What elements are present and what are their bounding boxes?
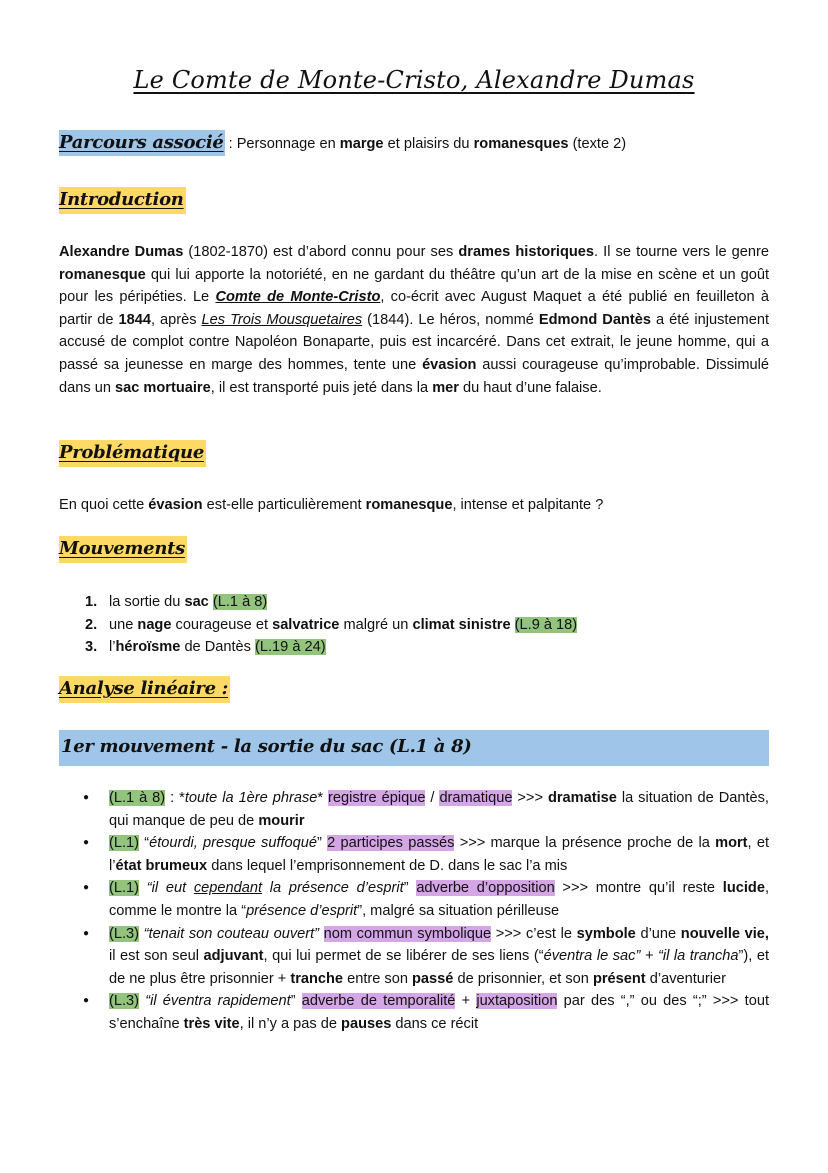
bold-run: climat sinistre [412,616,511,633]
italic-run: “il eut [146,880,194,897]
text-run: ” [290,993,302,1010]
text-run: + [455,993,477,1010]
italic-run: présence d’esprit [246,902,358,919]
introduction-heading: Introduction [59,187,186,214]
text-run: une [109,616,138,633]
list-item [109,787,769,832]
bold-run: passé [412,970,454,987]
list-item [85,591,577,614]
analyse-heading: Analyse linéaire : [59,676,230,703]
bold-run: Edmond Dantès [538,311,651,328]
bold-run: salvatrice [272,616,340,633]
bold-run: 1844 [118,311,151,328]
text-run: >>> c’est le [491,925,577,942]
bold-run: nage [137,616,172,633]
text-run: malgré un [339,616,413,633]
parcours-text-2: et plaisirs du [383,136,474,152]
movement-banner [59,730,769,766]
text-run: dans lequel l’emprisonnement de D. dans le sac l’a mis [207,857,568,874]
figure-of-speech-highlight: 2 participes passés [327,835,455,852]
bold-run: lucide [722,880,765,897]
bold-run: sac [184,594,209,610]
figure-of-speech-highlight: nom commun symbolique [323,925,492,942]
text-run: il est son seul [109,948,204,965]
text-run: “ [139,835,150,852]
text-run: (1802-1870) est d’abord connu pour ses [183,244,459,260]
bold-run: Alexandre Dumas [59,244,184,260]
parcours-bold-1: marge [339,136,384,152]
list-item-text [109,594,267,610]
text-run: par des “,” ou des “;” >>> tout s’enchaîne [109,993,769,1032]
text-run: d’aventurier [645,970,726,987]
line-reference-badge: (L.1) [109,835,140,852]
text-run: entre son [343,970,413,987]
text-run: aussi courageuse qu’improbable. Dissimulé dans un [59,356,769,396]
parcours-line [59,132,769,156]
bold-run: nouvelle vie, [680,925,769,942]
text-run: la situation de Dantès, qui manque de peu de [109,790,769,829]
line-reference-badge: (L.1 à 8) [212,594,268,610]
italic-run: “tenait son couteau ouvert” [143,925,320,942]
bold-run: romanesque [365,497,453,513]
text-run: , intense et palpitante ? [452,497,604,513]
list-item [109,832,769,877]
list-item [109,990,769,1035]
text-run: . Il se tourne vers le genre [594,244,769,260]
movement-banner-title: 1er mouvement - la sortie du sac (L.1 à 8) [61,736,472,757]
bold-run: symbole [576,925,636,942]
problematique-heading: Problématique [59,440,206,467]
text-run: du haut d’une falaise. [458,379,602,396]
list-number: 2. [85,616,98,633]
text-run: , il est transporté puis jeté dans la [210,379,433,396]
text-run: l’ [109,639,116,656]
bold-run: pauses [341,1015,392,1032]
parcours-text-1: : Personnage en [224,136,340,152]
text-run: qui lui apporte la notoriété, en ne gardant du théâtre qu’un art de la mise en scène et un goût pour les péripéties. Le [59,266,769,306]
text-run: de prisonnier, et son [453,970,593,987]
italic-underline-run: Les Trois Mousquetaires [201,311,363,328]
bold-run: présent [592,970,646,987]
italic-run: la présence d’esprit [262,880,404,897]
bold-run: tranche [290,970,344,987]
line-reference-badge: (L.9 à 18) [514,616,578,633]
parcours-bold-2: romanesques [473,136,569,152]
figure-of-speech-highlight: adverbe d’opposition [416,880,555,897]
bold-run: mort [715,835,748,852]
text-run: En quoi cette [59,497,149,513]
bold-run: évasion [148,497,203,513]
bold-run: sac mortuaire [115,379,211,396]
italic-run: toute la 1ère phrase [184,790,318,806]
list-number: 1. [85,594,98,610]
text-run: (1844). Le héros, nommé [362,311,539,328]
parcours-label: Parcours associé [59,130,225,156]
text-run: d’une [635,925,681,942]
text-run: >>> montre qu’il reste [554,880,723,897]
line-reference-badge: (L.3) [109,993,140,1010]
text-run: de Dantès [180,639,256,656]
text-run: ” [317,835,328,852]
text-run: , il n’y a pas de [239,1015,342,1032]
bold-run: héroïsme [115,639,181,656]
bold-run: dramatise [547,790,617,806]
list-item [109,923,769,991]
text-run: dans ce récit [391,1015,479,1032]
text-run: ”), et de ne plus être prisonnier + [109,948,769,987]
text-run: / [425,790,440,806]
bold-run: évasion [422,356,477,373]
text-run: , qui lui permet de se libérer de ses liens (“ [263,948,544,965]
parcours-text-3: (texte 2) [568,136,627,152]
bold-run: drames historiques [458,244,595,260]
text-run: : * [165,790,185,806]
text-run: >>> [512,790,548,806]
text-run: , co-écrit avec August Maquet a été publié en feuilleton à partir de [59,289,769,328]
list-item [85,636,577,659]
list-item-text [109,639,326,655]
list-number: 3. [85,639,98,656]
problematique-paragraph [59,494,769,517]
italic-run: “il éventra rapidement [145,993,291,1010]
figure-of-speech-highlight: registre épique [328,790,426,806]
text-run [139,880,147,896]
italic-run: étourdi, presque suffoqué [149,835,318,852]
line-reference-badge: (L.3) [109,925,140,942]
text-run: , après [150,311,202,328]
document-title: Le Comte de Monte-Cristo, Alexandre Dumas [133,66,695,94]
text-run: a été injustement accusé de complot contre Napoléon Bonaparte, puis est incarcéré. Dans cet extrait, le jeune homme, qui a passé sa jeunesse en marge des hommes, tente une [59,311,770,373]
figure-of-speech-highlight: dramatique [439,790,513,806]
text-run: la sortie du [109,594,185,610]
list-item [85,614,578,637]
text-run: * [317,790,328,806]
line-reference-badge: (L.1) [109,880,140,897]
title-reference: Comte de Monte-Cristo [215,289,381,306]
text-run: courageuse et [171,616,273,633]
analysis-list [59,787,769,1036]
bold-run: mer [432,379,459,396]
text-run: ”, malgré sa situation périlleuse [357,902,560,919]
text-run: , comme le montre la “ [109,880,769,919]
list-item-text [109,617,577,633]
figure-of-speech-highlight: juxtaposition [476,993,558,1010]
bold-run: mourir [258,812,305,829]
mouvements-list [59,591,577,659]
line-reference-badge: (L.1 à 8) [109,790,166,806]
mouvements-heading: Mouvements [59,536,187,563]
bold-run: romanesque [59,266,146,283]
text-run: ” [403,880,417,897]
line-reference-badge: (L.19 à 24) [255,639,326,656]
text-run: , et l’ [109,835,770,874]
list-item [109,877,769,922]
bold-run: adjuvant [203,948,264,965]
bold-run: très vite [183,1015,240,1032]
italic-underline-run: cependant [193,880,263,897]
text-run: >>> marque la présence proche de la [454,835,716,852]
bold-run: état brumeux [115,857,208,874]
text-run: est-elle particulièrement [202,497,366,513]
figure-of-speech-highlight: adverbe de temporalité [301,993,456,1010]
italic-run: éventra le sac” + “il la trancha [543,948,739,965]
introduction-paragraph [59,241,769,399]
text-run [319,926,324,942]
